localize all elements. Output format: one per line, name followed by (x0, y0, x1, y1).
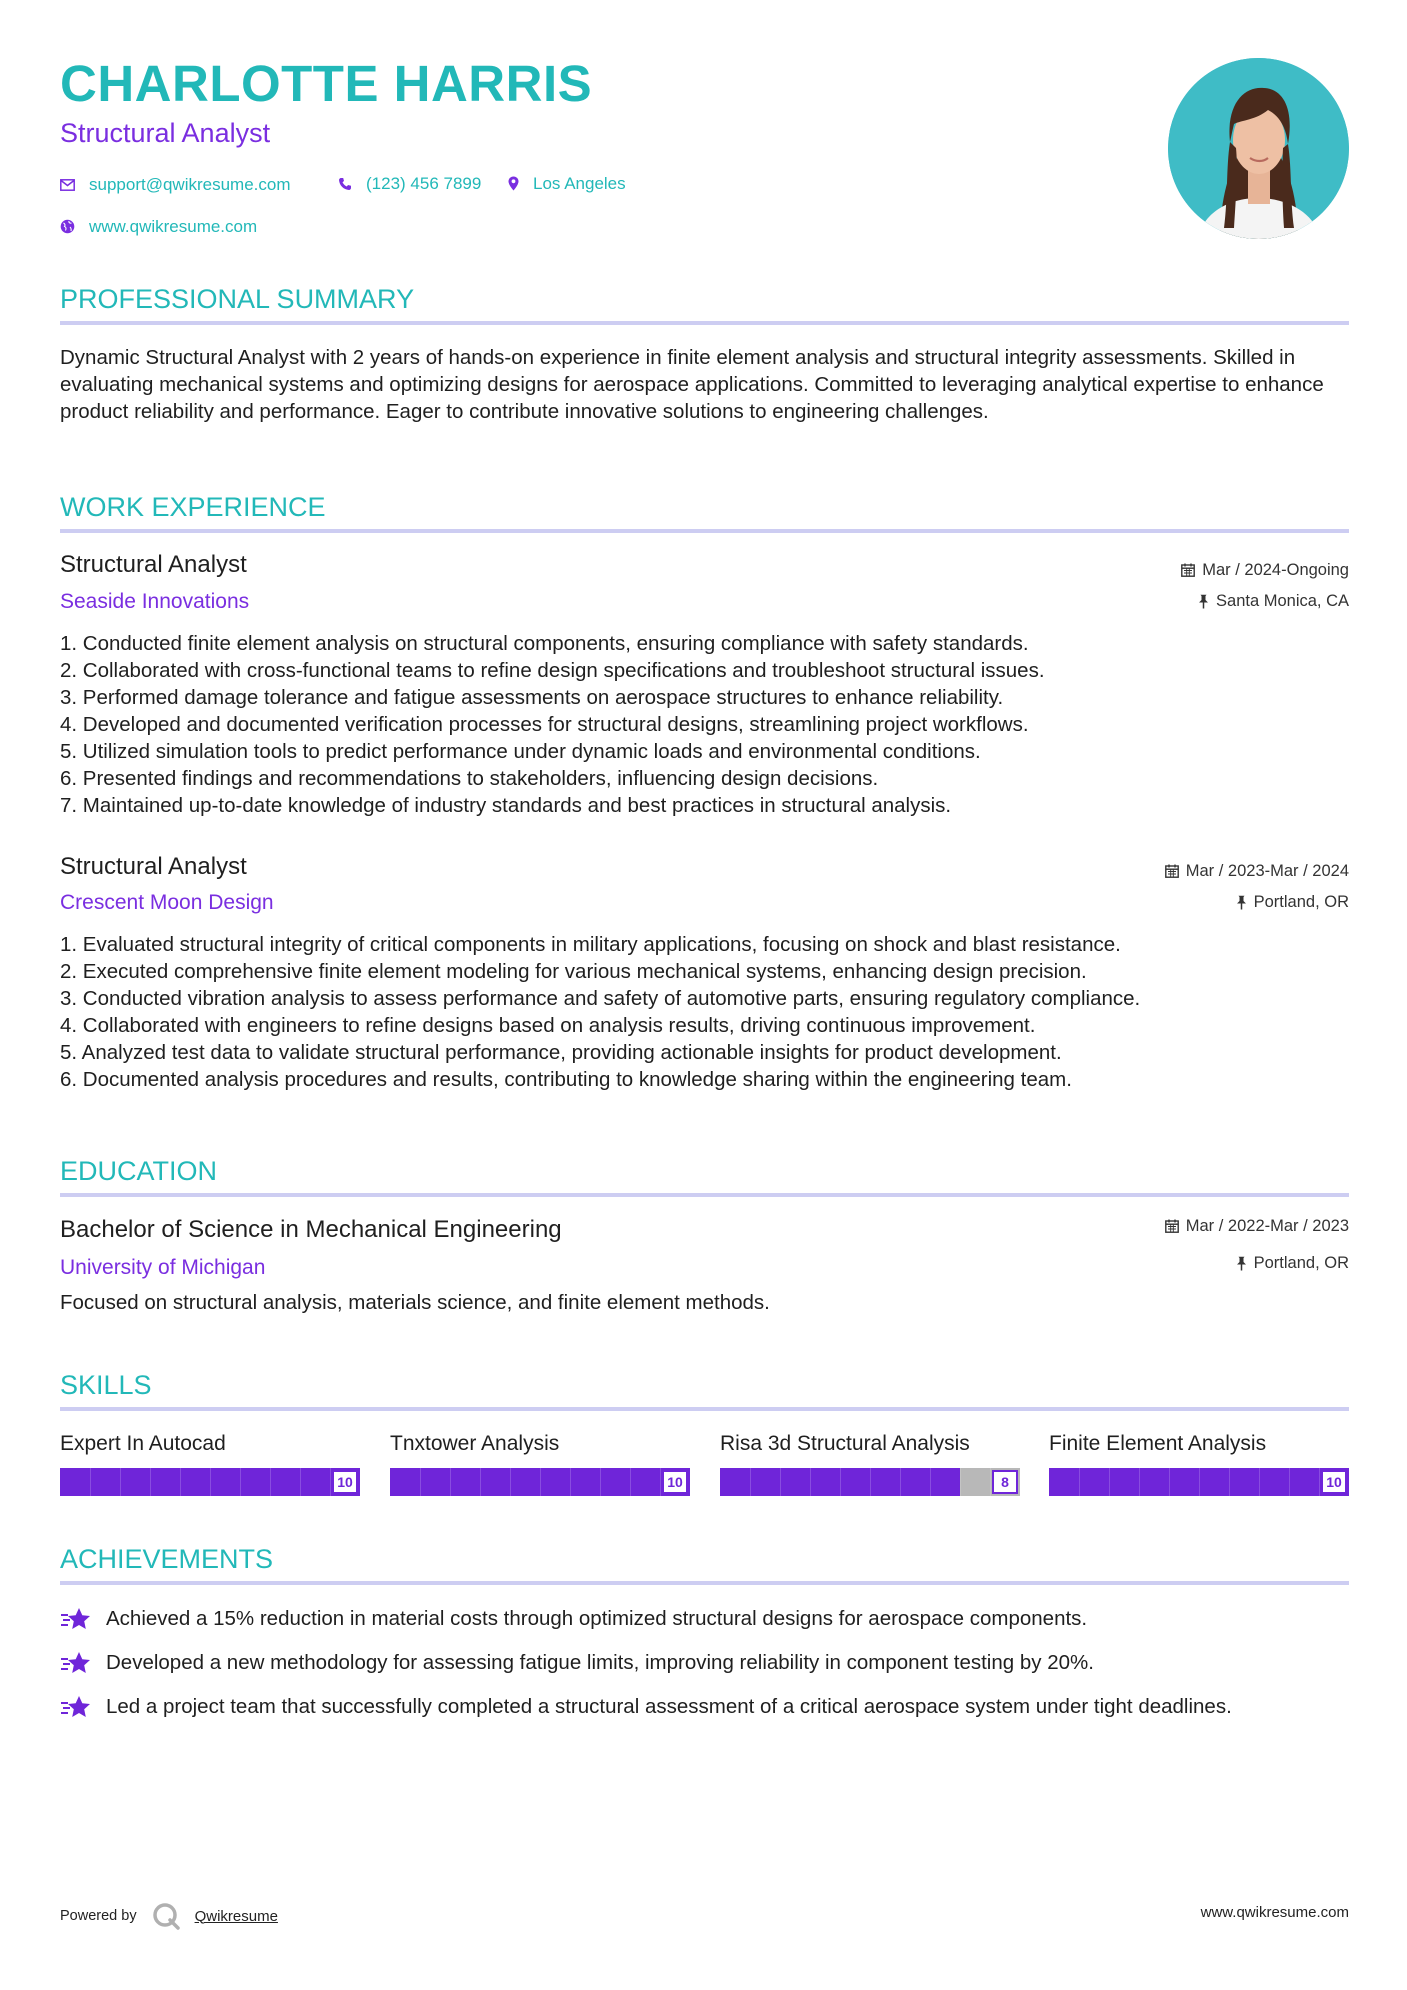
list-item: 4. Developed and documented verification processes for structural designs, streamlining project workflows. (60, 713, 1029, 736)
experience-heading: WORK EXPERIENCE (60, 492, 326, 522)
star-icon (60, 1651, 92, 1677)
company-name: Crescent Moon Design (60, 891, 274, 914)
skill-bar-segment (1199, 1468, 1200, 1496)
website-text: www.qwikresume.com (89, 217, 258, 236)
education-heading: EDUCATION (60, 1156, 218, 1186)
skill-bar-segment (420, 1468, 421, 1496)
achievements-heading: ACHIEVEMENTS (60, 1544, 274, 1574)
skill-bar-segment (900, 1468, 901, 1496)
section-divider (60, 1407, 1349, 1411)
skill-bar-segment (1079, 1468, 1080, 1496)
contact-location (508, 175, 626, 192)
job-title: Structural Analyst (60, 551, 247, 578)
list-item: 6. Documented analysis procedures and results, contributing to knowledge sharing within the engineering team. (60, 1068, 1072, 1091)
skills-heading: SKILLS (60, 1370, 152, 1400)
skill-score: 10 (332, 1470, 358, 1494)
skill-bar-segment (810, 1468, 811, 1496)
skill-bar-segment (600, 1468, 601, 1496)
skill-bar-segment (150, 1468, 151, 1496)
powered-by-label: Powered by (60, 1908, 137, 1924)
pushpin-icon (1198, 594, 1209, 609)
job-location (1198, 593, 1349, 610)
list-item: 5. Analyzed test data to validate structural performance, providing actionable insights for product development. (60, 1041, 1062, 1064)
skill-name: Tnxtower Analysis (390, 1432, 560, 1455)
section-divider (60, 1581, 1349, 1585)
footer-website[interactable]: www.qwikresume.com (1200, 1904, 1349, 1921)
education-description: Focused on structural analysis, materials science, and finite element methods. (60, 1291, 770, 1314)
skill-bar-segment (210, 1468, 211, 1496)
job-dates (1165, 863, 1349, 880)
location-text: Portland, OR (1253, 893, 1349, 911)
skill-bar-segment (270, 1468, 271, 1496)
skill-bar-segment (1109, 1468, 1110, 1496)
job-duties (60, 931, 1349, 1093)
education-location (1236, 1255, 1349, 1272)
skill-bar-segment (780, 1468, 781, 1496)
calendar-icon (1165, 1219, 1179, 1233)
globe-icon (60, 219, 75, 234)
skill-bar-segment (960, 1468, 961, 1496)
skill-bar-segment (630, 1468, 631, 1496)
degree-title: Bachelor of Science in Mechanical Engineering (60, 1216, 562, 1243)
contact-website[interactable] (60, 218, 257, 235)
section-divider (60, 1193, 1349, 1197)
skill-name: Finite Element Analysis (1049, 1432, 1267, 1455)
skill-bar-segment (750, 1468, 751, 1496)
list-item: 6. Presented findings and recommendations to stakeholders, influencing design decisions. (60, 767, 879, 790)
list-item: 1. Conducted finite element analysis on structural components, ensuring compliance with safety standards. (60, 632, 1029, 655)
skill-bar-segment (1139, 1468, 1140, 1496)
summary-text: Dynamic Structural Analyst with 2 years of hands-on experience in finite element analysis and structural integrity assessments. Skilled in evaluating mechanical systems and optimizing designs for aerospace applications. Committed to leveraging analytical expertise to enhance product reliability and performance. Eager to contribute innovative solutions to engineering challenges. (60, 346, 1324, 423)
skill-bar (1049, 1468, 1349, 1496)
skill-name: Expert In Autocad (60, 1432, 226, 1455)
dates-text: Mar / 2023-Mar / 2024 (1185, 862, 1349, 880)
list-item: 1. Evaluated structural integrity of critical components in military applications, focusing on shock and blast resistance. (60, 933, 1121, 956)
calendar-icon (1181, 563, 1195, 577)
skill-bar-segment (1169, 1468, 1170, 1496)
section-divider (60, 529, 1349, 533)
skill-bar-segment (1319, 1468, 1320, 1496)
list-item: 2. Collaborated with cross-functional teams to refine design specifications and troubleshoot structural issues. (60, 659, 1045, 682)
achievement-item (60, 1649, 1349, 1677)
achievement-item (60, 1693, 1349, 1721)
star-icon (60, 1607, 92, 1633)
location-text: Portland, OR (1253, 1254, 1349, 1272)
skill-bar-segment (90, 1468, 91, 1496)
section-divider (60, 321, 1349, 325)
skill-bar (60, 1468, 360, 1496)
phone-icon (338, 177, 352, 191)
list-item: 4. Collaborated with engineers to refine designs based on analysis results, driving continuous improvement. (60, 1014, 1036, 1037)
skill-bar-segment (840, 1468, 841, 1496)
school-name: University of Michigan (60, 1256, 266, 1279)
education-dates (1165, 1218, 1349, 1235)
star-icon (60, 1695, 92, 1721)
contact-phone[interactable] (338, 175, 481, 192)
location-text: Los Angeles (533, 174, 626, 193)
skill-bar-segment (330, 1468, 331, 1496)
list-item: 7. Maintained up-to-date knowledge of industry standards and best practices in structural analysis. (60, 794, 952, 817)
skill-bar-segment (510, 1468, 511, 1496)
list-item: 3. Conducted vibration analysis to assess performance and safety of automotive parts, ensuring regulatory compliance. (60, 987, 1141, 1010)
achievement-text: Developed a new methodology for assessing fatigue limits, improving reliability in component testing by 20%. (106, 1651, 1094, 1674)
skill-score: 10 (662, 1470, 688, 1494)
dates-text: Mar / 2022-Mar / 2023 (1185, 1217, 1349, 1235)
skill-bar (720, 1468, 1020, 1496)
skill-bar-segment (240, 1468, 241, 1496)
job-title: Structural Analyst (60, 853, 247, 880)
job-dates (1181, 562, 1349, 579)
phone-text: (123) 456 7899 (366, 174, 482, 193)
skill-bar-segment (480, 1468, 481, 1496)
map-pin-icon (508, 176, 519, 191)
skill-bar-segment (990, 1468, 991, 1496)
mail-icon (60, 179, 75, 191)
achievement-text: Achieved a 15% reduction in material costs through optimized structural designs for aerospace components. (106, 1607, 1088, 1630)
skill-bar-segment (300, 1468, 301, 1496)
candidate-name: CHARLOTTE HARRIS (60, 55, 593, 112)
list-item: 3. Performed damage tolerance and fatigue assessments on aerospace structures to enhance reliability. (60, 686, 1004, 709)
skill-bar-segment (660, 1468, 661, 1496)
skill-bar-segment (870, 1468, 871, 1496)
skill-score: 10 (1321, 1470, 1347, 1494)
qwikresume-link[interactable]: Qwikresume (194, 1907, 278, 1925)
qwikresume-logo-icon (151, 1901, 181, 1931)
contact-email[interactable] (60, 176, 291, 193)
skill-bar-segment (1289, 1468, 1290, 1496)
skill-bar-segment (1229, 1468, 1230, 1496)
achievement-item (60, 1605, 1349, 1633)
achievement-text: Led a project team that successfully completed a structural assessment of a critical aerospace system under tight deadlines. (106, 1695, 1232, 1718)
skill-bar (390, 1468, 690, 1496)
skill-bar-segment (120, 1468, 121, 1496)
candidate-title: Structural Analyst (60, 118, 271, 148)
job-location (1236, 894, 1349, 911)
profile-photo (1168, 58, 1349, 239)
list-item: 5. Utilized simulation tools to predict performance under dynamic loads and environmental conditions. (60, 740, 981, 763)
skill-bar-segment (180, 1468, 181, 1496)
calendar-icon (1165, 864, 1179, 878)
pushpin-icon (1236, 895, 1247, 910)
skill-score: 8 (992, 1470, 1018, 1494)
skill-bar-segment (1259, 1468, 1260, 1496)
skill-bar-segment (570, 1468, 571, 1496)
pushpin-icon (1236, 1256, 1247, 1271)
skill-bar-segment (930, 1468, 931, 1496)
job-duties (60, 630, 1349, 819)
footer-powered-by (60, 1901, 278, 1931)
skill-bar-segment (450, 1468, 451, 1496)
dates-text: Mar / 2024-Ongoing (1202, 561, 1349, 579)
summary-heading: PROFESSIONAL SUMMARY (60, 284, 415, 314)
email-text: support@qwikresume.com (89, 175, 291, 194)
skill-bar-segment (540, 1468, 541, 1496)
list-item: 2. Executed comprehensive finite element modeling for various mechanical systems, enhancing design precision. (60, 960, 1087, 983)
company-name: Seaside Innovations (60, 590, 250, 613)
location-text: Santa Monica, CA (1216, 592, 1349, 610)
skill-name: Risa 3d Structural Analysis (720, 1432, 970, 1455)
